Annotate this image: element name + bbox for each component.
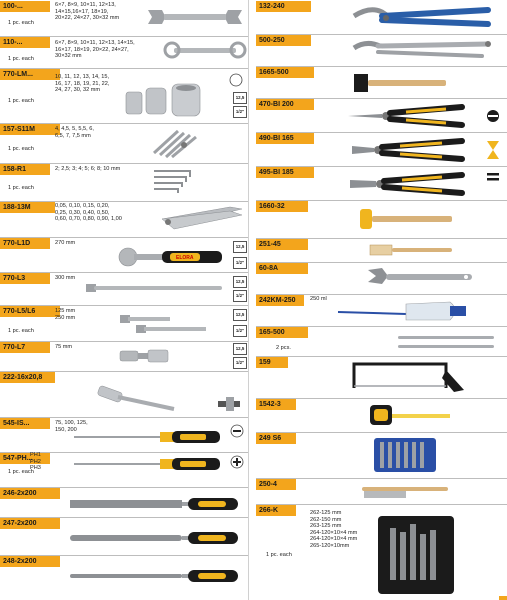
item-specs: 2; 2,5; 3; 4; 5; 6; 8; 10 mm	[55, 166, 121, 172]
ring-spanner-image	[164, 42, 246, 60]
item-1660	[256, 200, 507, 239]
item-159	[256, 356, 507, 399]
item-250	[256, 478, 507, 505]
item-770-l5-l6	[0, 305, 248, 342]
item-code: 165-500	[256, 327, 308, 338]
drive-size-badge: 12,5	[233, 241, 247, 253]
item-code: 222-16x20,8	[0, 372, 55, 383]
item-specs: 75, 100, 125, 150, 200	[55, 420, 88, 433]
item-specs: 6×7, 8×9, 10×11, 12×13, 14×15,16×17, 18×19, 20×22, 24×27, 30×32 mm	[55, 2, 120, 22]
item-266	[256, 504, 507, 600]
item-490	[256, 132, 507, 167]
item-1542	[256, 398, 507, 433]
universal-joint-image	[118, 347, 174, 365]
item-code: 247-2x200	[0, 518, 60, 529]
machinist-hammer-image	[350, 70, 450, 96]
item-specs: 10, 11, 12, 13, 14, 15, 16, 17, 18, 19, 21, 22, 24, 27, 30, 32 mm	[55, 74, 110, 94]
item-249	[256, 432, 507, 479]
item-222	[0, 371, 248, 418]
item-code: 132-240	[256, 1, 311, 12]
allen-key-set-image	[150, 167, 202, 197]
item-specs: 0,05, 0,10, 0,15, 0,20, 0,25, 0,30, 0,40, 0,50, 0,60, 0,70, 0,80, 0,90, 1,00	[55, 203, 122, 223]
drive-size-badge: 12,5	[233, 92, 247, 104]
hourglass-cutter-icon	[486, 140, 500, 160]
item-specs: 270 mm	[55, 240, 76, 246]
item-247	[0, 517, 248, 556]
item-specs: PH1 PH2 PH3	[30, 452, 41, 472]
item-code: 470-BI 200	[256, 99, 314, 110]
cutting-edge-icon	[486, 109, 500, 123]
locking-pliers-image	[352, 38, 492, 62]
adjustable-wrench-image	[366, 266, 476, 290]
item-code: 266-K	[256, 505, 296, 516]
long-nose-pliers-image	[346, 104, 466, 128]
item-code: 110-...	[0, 37, 50, 48]
item-770-l3	[0, 272, 248, 306]
wire-brush-image	[360, 484, 450, 500]
item-495	[256, 166, 507, 201]
item-qty: 1 pc. each	[8, 146, 34, 152]
item-code: 249 S6	[256, 433, 296, 444]
item-qty: 1 pc. each	[8, 98, 34, 104]
item-code: 1665-500	[256, 67, 314, 78]
item-specs: 2 pcs.	[276, 345, 291, 351]
hacksaw-image	[350, 360, 466, 394]
item-246	[0, 487, 248, 518]
phillips-tip-icon	[230, 455, 244, 469]
item-qty: 1 pc. each	[8, 328, 34, 334]
item-545	[0, 417, 248, 453]
tyre-levers-image	[396, 332, 496, 352]
socket-set-image	[124, 82, 216, 118]
spark-plug-wrench-image	[94, 381, 244, 413]
item-code: 547-PH...	[0, 453, 50, 464]
item-1665	[256, 66, 507, 99]
tape-measure-image	[366, 402, 456, 428]
item-code: 545-IS...	[0, 418, 50, 429]
item-188	[0, 201, 248, 238]
item-code: 251-45	[256, 239, 308, 250]
item-251	[256, 238, 507, 263]
item-code: 158-R1	[0, 164, 50, 175]
drive-inch-badge: 1/2"	[233, 290, 247, 302]
item-code: 770-L5/L6	[0, 306, 60, 317]
hex-socket-icon	[229, 73, 243, 87]
item-specs: 250 ml	[310, 296, 327, 302]
page-corner-mark	[499, 596, 507, 600]
item-specs: 125 mm 250 mm	[55, 308, 76, 321]
item-specs: 4, 4,5, 5, 5,5, 6, 6,5, 7, 7,5 mm	[55, 126, 94, 139]
item-code: 159	[256, 357, 288, 368]
item-547	[0, 452, 248, 488]
phillips-screwdriver-image	[72, 456, 222, 472]
item-770-l1d	[0, 237, 248, 273]
drive-inch-badge: 1/2"	[233, 357, 247, 369]
item-code: 248-2x200	[0, 556, 60, 567]
item-770-lm	[0, 68, 248, 124]
item-qty: 1 pc. each	[8, 56, 34, 62]
column-divider	[248, 0, 249, 600]
drive-inch-badge: 1/2"	[233, 106, 247, 118]
item-qty: 1 pc. each	[8, 185, 34, 191]
item-code: 100-...	[0, 1, 50, 12]
water-pump-pliers-image	[352, 4, 492, 30]
item-code: 157-S11M	[0, 124, 60, 135]
round-file-image	[68, 569, 240, 583]
item-qty: 1 pc. each	[8, 20, 34, 26]
item-code: 60-8A	[256, 263, 308, 274]
half-round-file-image	[68, 531, 240, 545]
item-code: 770-L7	[0, 342, 50, 353]
extension-bars-image	[118, 311, 208, 337]
item-132	[256, 0, 507, 35]
punch-chisel-set-image	[376, 512, 456, 596]
open-end-wrench-image	[146, 6, 244, 28]
feeler-gauge-image	[160, 205, 244, 233]
slotted-tip-icon	[230, 424, 244, 438]
wire-brush-image	[366, 242, 456, 258]
item-158	[0, 163, 248, 202]
item-code: 770-L1D	[0, 238, 50, 249]
item-specs: 75 mm	[55, 344, 73, 350]
soft-face-mallet-image	[356, 206, 456, 232]
item-code: 246-2x200	[0, 488, 60, 499]
item-code: 490-BI 165	[256, 133, 314, 144]
item-110	[0, 36, 248, 69]
chisel-set-image	[372, 436, 438, 474]
item-100	[0, 0, 248, 37]
item-500	[256, 34, 507, 67]
diagonal-cutter-image	[350, 138, 466, 162]
item-specs: 300 mm	[55, 275, 76, 281]
item-165	[256, 326, 507, 357]
item-code: 1660-32	[256, 201, 308, 212]
item-code: 250-4	[256, 479, 296, 490]
drive-inch-badge: 1/2"	[233, 325, 247, 337]
ratchet-image	[118, 245, 224, 269]
item-770-l7	[0, 341, 248, 372]
hex-key-set-image	[150, 127, 210, 159]
item-157	[0, 123, 248, 164]
item-code: 500-250	[256, 35, 311, 46]
item-specs: 262-125 mm 262-150 mm 263-125 mm 264-120×10×4 mm 264-120×10×4 mm 265-120×10mm	[310, 510, 358, 549]
slotted-screwdriver-image	[72, 429, 222, 445]
brand-logo: ELORA	[176, 255, 194, 261]
drive-size-badge: 12,5	[233, 276, 247, 288]
drive-size-badge: 12,5	[233, 309, 247, 321]
drive-inch-badge: 1/2"	[233, 257, 247, 269]
item-code: 770-L3	[0, 273, 50, 284]
item-qty: 1 pc. each	[266, 552, 292, 558]
item-60	[256, 262, 507, 295]
flat-jaw-icon	[486, 172, 500, 182]
item-code: 495-BI 185	[256, 167, 314, 178]
oil-can-image	[336, 298, 476, 324]
item-qty: 1 pc. each	[8, 469, 34, 475]
item-code: 770-LM...	[0, 69, 60, 80]
item-248	[0, 555, 248, 600]
item-242	[256, 294, 507, 327]
combination-pliers-image	[348, 172, 466, 196]
item-code: 1542-3	[256, 399, 296, 410]
item-code: 188-13M	[0, 202, 55, 213]
flat-file-image	[68, 497, 240, 511]
item-code: 242KM-250	[256, 295, 304, 306]
item-specs: 6×7, 8×9, 10×11, 12×13, 14×15, 16×17, 18×19, 20×22, 24×27, 30×32 mm	[55, 40, 135, 60]
drive-size-badge: 12,5	[233, 343, 247, 355]
item-470	[256, 98, 507, 133]
sliding-t-bar-image	[84, 280, 224, 294]
